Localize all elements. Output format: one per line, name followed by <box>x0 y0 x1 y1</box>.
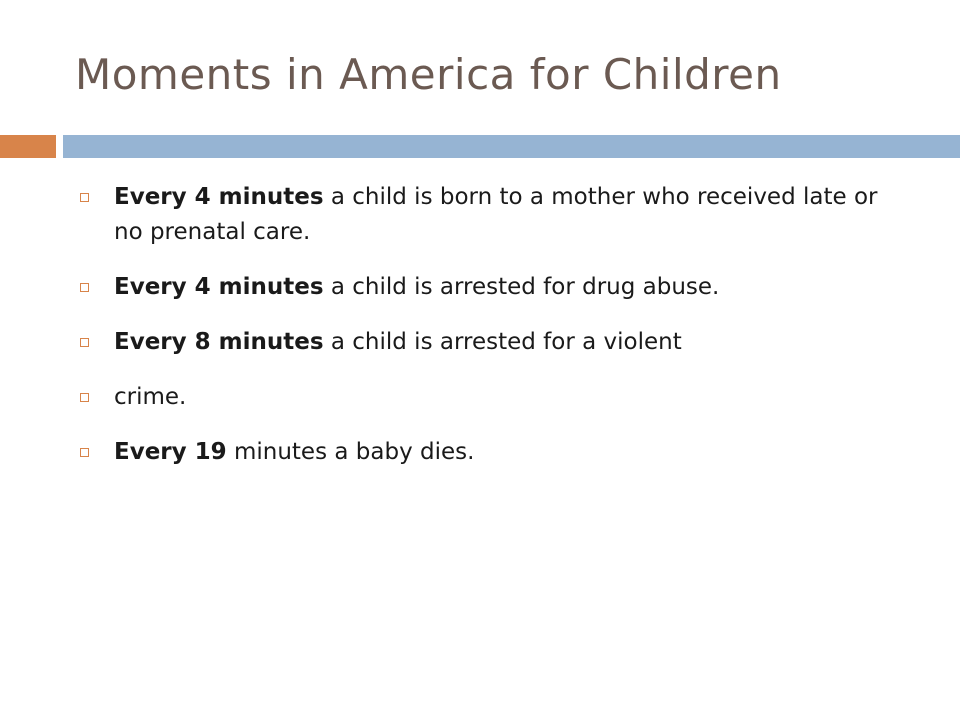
bullet-emphasis: Every 8 minutes <box>114 329 324 355</box>
header-band <box>63 135 960 158</box>
square-bullet-icon <box>80 393 89 402</box>
bullet-item <box>78 270 898 305</box>
square-bullet-icon <box>80 283 89 292</box>
bullet-emphasis: Every 19 <box>114 439 227 465</box>
bullet-text: a child is born to a mother who received late or no prenatal care. <box>114 184 878 245</box>
bullet-item <box>78 325 898 360</box>
bullet-emphasis: Every 4 minutes <box>114 274 324 300</box>
bullet-emphasis: Every 4 minutes <box>114 184 324 210</box>
accent-bar <box>0 135 56 158</box>
square-bullet-icon <box>80 448 89 457</box>
bullet-item <box>78 180 898 250</box>
slide-title: Moments in America for Children <box>75 50 782 99</box>
bullet-list <box>78 180 898 490</box>
bullet-item <box>78 435 898 470</box>
bullet-text: crime. <box>114 384 187 410</box>
bullet-text: a child is arrested for drug abuse. <box>323 274 720 300</box>
square-bullet-icon <box>80 193 89 202</box>
square-bullet-icon <box>80 338 89 347</box>
bullet-text: minutes a baby dies. <box>226 439 475 465</box>
bullet-text: a child is arrested for a violent <box>323 329 682 355</box>
bullet-item <box>78 380 898 415</box>
